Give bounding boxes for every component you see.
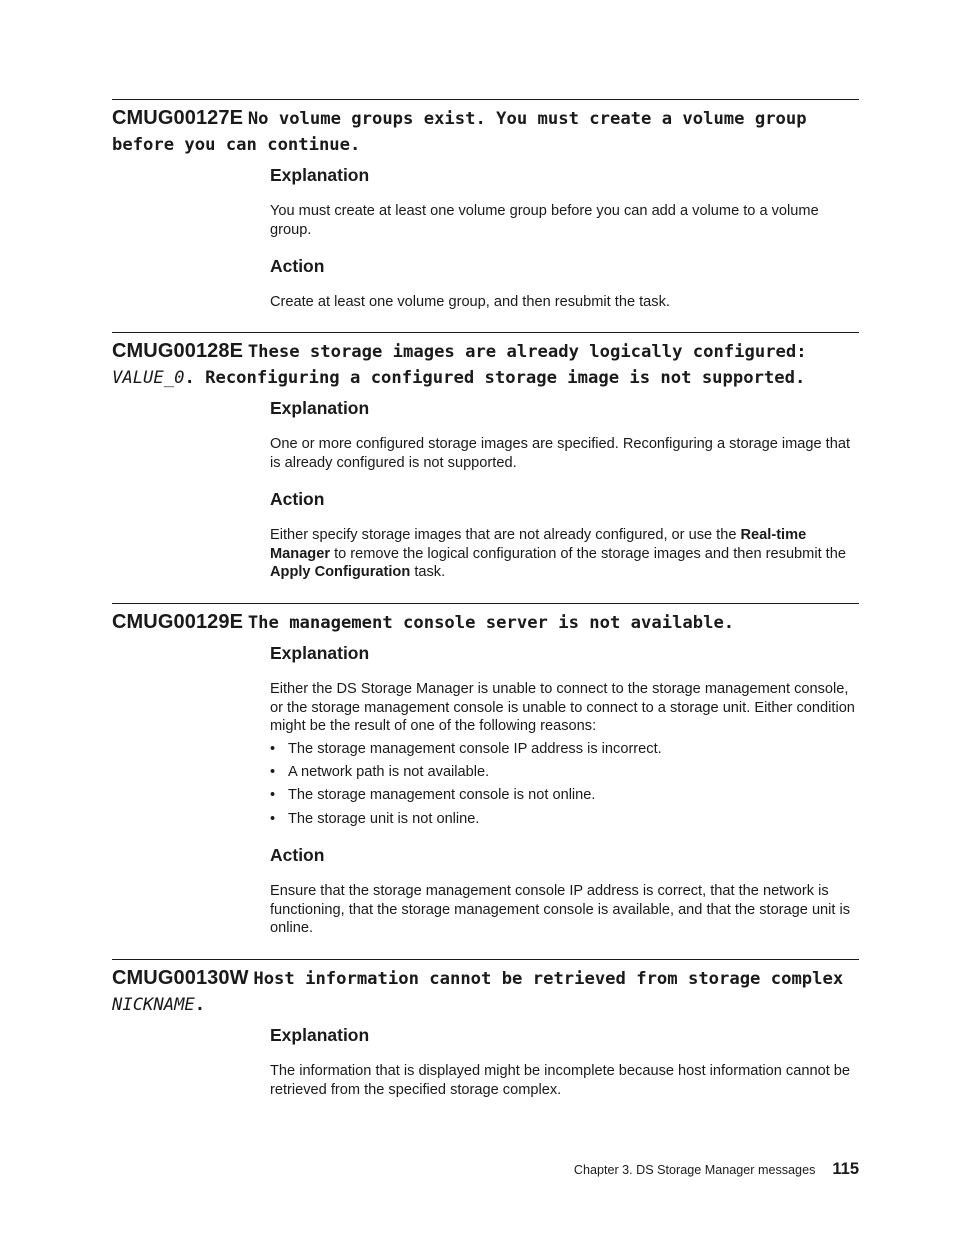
message-text: The management console server is not available. xyxy=(247,613,735,633)
message-title xyxy=(112,604,859,636)
message-cmug00129e xyxy=(112,603,859,938)
action-text-part: to remove the logical configuration of the storage images and then resubmit the xyxy=(334,545,846,562)
chapter-title: Chapter 3. DS Storage Manager messages xyxy=(573,1163,816,1177)
message-title xyxy=(112,100,859,158)
list-item: • The storage management console is not online. xyxy=(270,787,596,804)
explanation-text: The information that is displayed might be incomplete because host information cannot be retrieved from the specified storage complex. xyxy=(270,1063,851,1098)
explanation-heading: Explanation xyxy=(270,643,370,663)
bullet: • xyxy=(270,787,276,804)
message-text-continued: . Reconfiguring a configured storage image is not supported. xyxy=(184,368,806,388)
action-text: Create at least one volume group, and then resubmit the task. xyxy=(270,294,670,311)
reasons-list xyxy=(270,740,860,828)
message-text-end: . xyxy=(194,995,206,1015)
message-id: CMUG00127E xyxy=(112,107,244,129)
action-text: Ensure that the storage management console IP address is correct, that the network is functioning, that the storage management console is available, and that the storage unit is online. xyxy=(270,883,851,937)
explanation-heading: Explanation xyxy=(270,165,370,185)
message-variable: VALUE_0 xyxy=(112,368,185,388)
message-cmug00128e xyxy=(112,332,859,582)
action-heading: Action xyxy=(270,256,325,277)
bullet: • xyxy=(270,764,276,781)
message-id: CMUG00130W xyxy=(112,967,249,989)
message-body xyxy=(270,1024,860,1099)
bullet: • xyxy=(270,740,276,757)
message-body xyxy=(270,164,860,312)
message-cmug00130w xyxy=(112,959,859,1099)
action-text xyxy=(270,526,860,582)
message-id: CMUG00129E xyxy=(112,611,244,633)
message-title xyxy=(112,333,859,391)
page-footer xyxy=(574,1160,859,1179)
message-text: These storage images are already logically configured: xyxy=(247,342,807,362)
message-cmug00127e xyxy=(112,99,859,312)
explanation-heading: Explanation xyxy=(270,1025,370,1045)
message-title xyxy=(112,960,859,1018)
ui-term-apply-configuration: Apply Configuration xyxy=(270,564,411,581)
action-heading: Action xyxy=(270,845,325,866)
message-text: Host information cannot be retrieved from storage complex xyxy=(253,969,844,989)
ui-term-real-time-manager: Real-time Manager xyxy=(270,527,807,562)
message-body xyxy=(270,397,860,582)
page-number: 115 xyxy=(832,1160,859,1178)
message-id: CMUG00128E xyxy=(112,340,244,362)
bullet: • xyxy=(270,810,276,827)
message-body xyxy=(270,642,860,938)
message-variable: NICKNAME xyxy=(112,995,195,1015)
explanation-text: You must create at least one volume group before you can add a volume to a volume group. xyxy=(270,203,819,238)
explanation-text: Either the DS Storage Manager is unable to connect to the storage management console, or the storage management console is unable to connect to a storage unit. Either condition might be the result of one of the following reasons: xyxy=(270,681,855,735)
action-text-part: task. xyxy=(414,564,446,581)
explanation-text: One or more configured storage images are specified. Reconfiguring a storage image that is already configured is not supported. xyxy=(270,436,851,471)
action-heading: Action xyxy=(270,489,325,510)
list-item: • The storage unit is not online. xyxy=(270,810,480,827)
action-text-part: Either specify storage images that are not already configured, or use the xyxy=(270,527,737,544)
message-text: No volume groups exist. You must create a volume group before you can continue. xyxy=(112,109,807,155)
list-item: • The storage management console IP address is incorrect. xyxy=(270,740,662,757)
list-item: • A network path is not available. xyxy=(270,764,490,781)
explanation-heading: Explanation xyxy=(270,398,370,418)
